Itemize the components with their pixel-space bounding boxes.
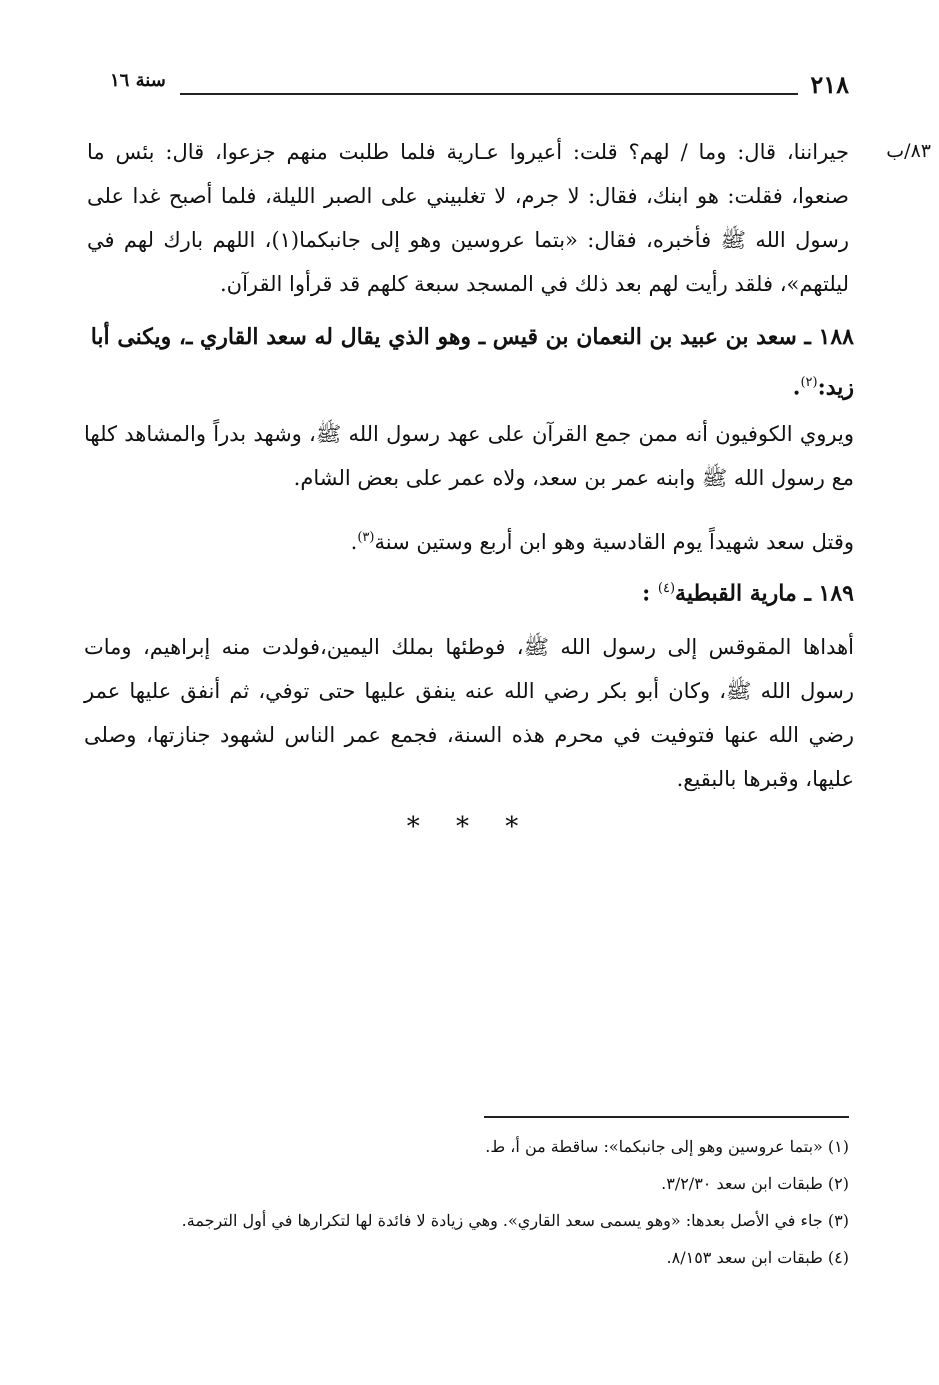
footnote-ref-3: (٣) <box>357 530 375 545</box>
paragraph-continuation: جيراننا، قال: وما / لهم؟ قلت: أعيروا عـارية فلما طلبت منهم جزعوا، قال: بئس ما صنعوا، فقلت: هو ابنك، فقال: لا جرم، لا تغلبيني على الصبر الليلة، فلما أصبح غدا على رسول الله ﷺ فأخبره، فقال: «بتما عروسين وهو إلى جانبكما(١)، اللهم بارك لهم في ليلتهم»، فلقد رأيت لهم بعد ذلك في المسجد سبعة كلهم قد قرأوا القرآن. <box>87 140 849 296</box>
manuscript-folio-ref: ٨٣/ب <box>886 140 931 162</box>
footnotes-list <box>79 1128 849 1276</box>
header-rule <box>180 93 798 95</box>
entry-heading-189-text: ١٨٩ ـ مارية القبطية <box>675 580 854 607</box>
entry-heading-188: ١٨٨ ـ سعد بن عبيد بن النعمان بن قيس ـ وهو الذي يقال له سعد القاري ـ، ويكنى أبا زيد:$^{(٢)}$. <box>90 324 854 401</box>
section-separator: * * * <box>406 812 533 842</box>
footnote-4: (٤) طبقات ابن سعد ٨/١٥٣. <box>666 1248 849 1267</box>
entry-188-paragraph: ويروي الكوفيون أنه ممن جمع القرآن على عهد رسول الله ﷺ، وشهد بدراً والمشاهد كلها مع رسول الله ﷺ وابنه عمر بن سعد، ولاه عمر على بعض الشام. <box>84 422 854 490</box>
entry-189-paragraph: أهداها المقوقس إلى رسول الله ﷺ، فوطئها بملك اليمين،فولدت منه إبراهيم، ومات رسول الله ﷺ، وكان أبو بكر رضي الله عنه ينفق عليها حتى توفي، ثم أنفق عليها عمر رضي الله عنها فتوفيت في محرم هذه السنة، فجمع عمر الناس لشهود جنازتها، وصلى عليها، وقبرها بالبقيع. <box>84 635 854 791</box>
footnote-rule <box>484 1116 849 1118</box>
footnote-ref-4: (٤) <box>657 581 676 596</box>
page-number: ٢١٨ <box>810 70 849 99</box>
footnote-1: (١) «بتما عروسين وهو إلى جانبكما»: ساقطة من أ، ط. <box>485 1137 849 1156</box>
entry-heading-189: ١٨٩ ـ مارية القبطية$^{(٤)}$ : <box>642 580 854 607</box>
footnote-2: (٢) طبقات ابن سعد ٣/٢/٣٠. <box>661 1174 849 1193</box>
footnote-3: (٣) جاء في الأصل بعدها: «وهو يسمى سعد القاري». وهي زيادة لا فائدة لها لتكرارها في أول الترجمة. <box>181 1211 849 1230</box>
footnote-ref-2: (٢) <box>800 375 818 390</box>
entry-188-death: وقتل سعد شهيداً يوم القادسية وهو ابن أربع وستين سنة$^{(٣)}$. <box>350 530 854 554</box>
running-header-year: سنة ١٦ <box>110 70 166 91</box>
entry-188-death-text: وقتل سعد شهيداً يوم القادسية وهو ابن أربع وستين سنة <box>374 530 854 554</box>
entry-heading-188-text: ١٨٨ ـ سعد بن عبيد بن النعمان بن قيس ـ وهو الذي يقال له سعد القاري ـ، ويكنى أبا زيد: <box>90 324 854 401</box>
